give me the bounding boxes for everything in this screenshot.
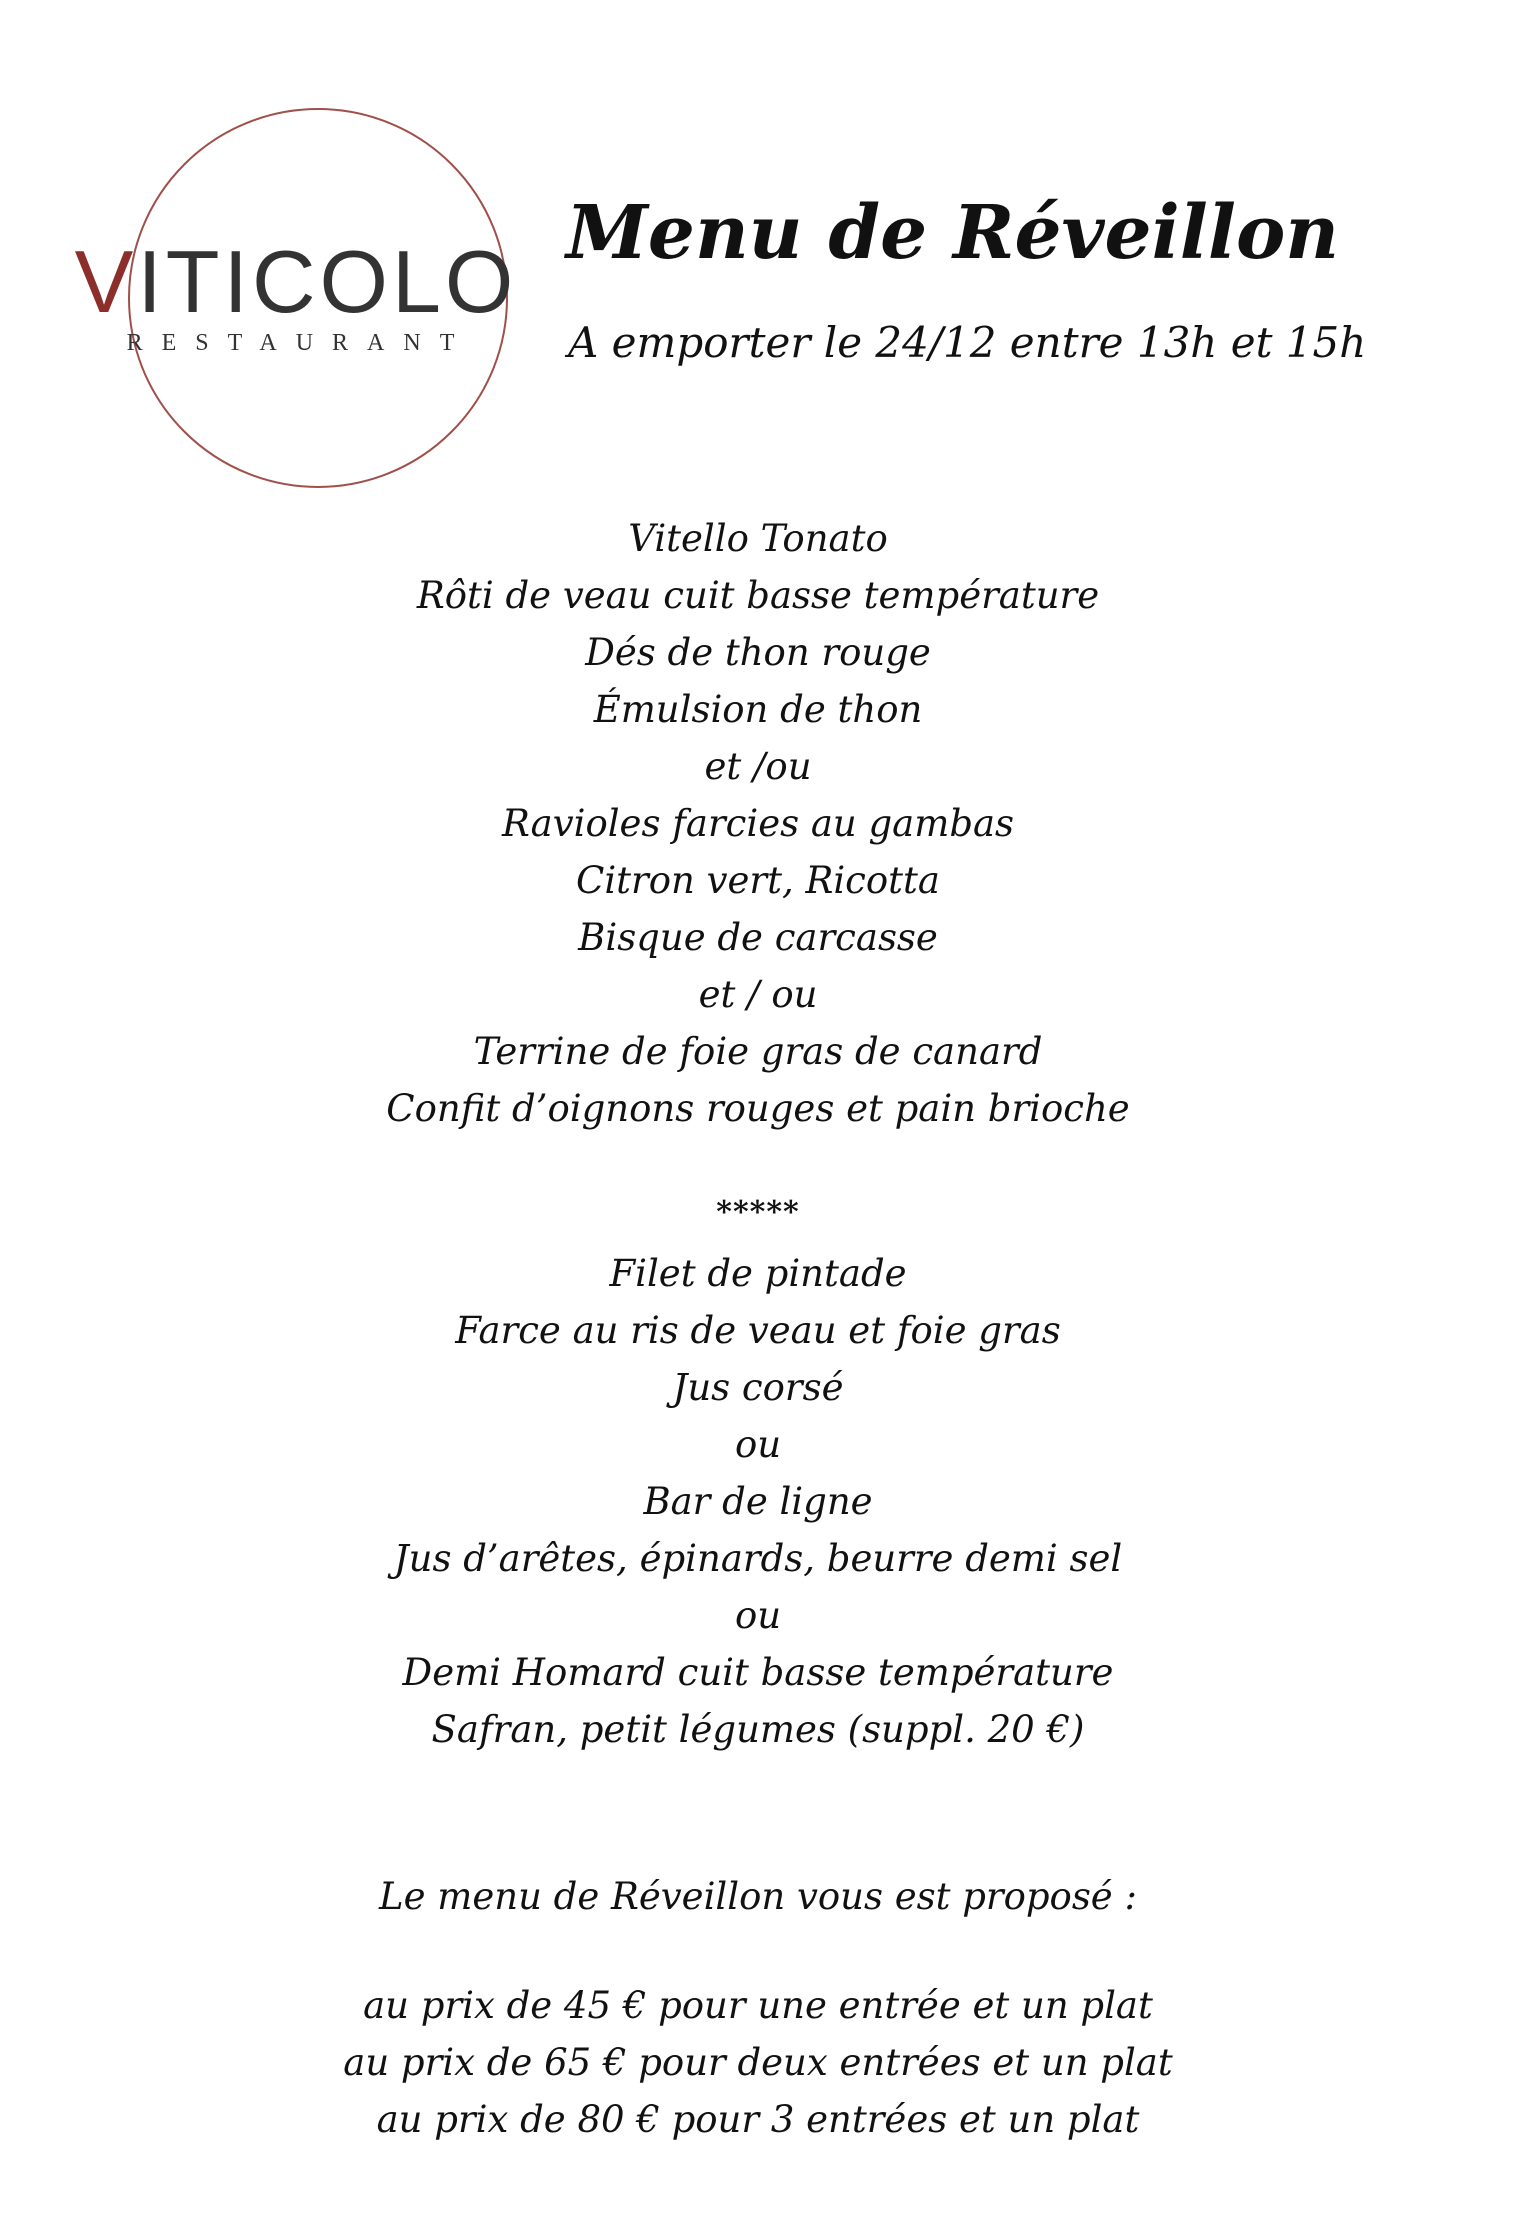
menu-line: Jus corsé bbox=[672, 1366, 844, 1409]
menu-line: Dés de thon rouge bbox=[585, 631, 931, 674]
menu-line: Jus d’arêtes, épinards, beurre demi sel bbox=[393, 1537, 1123, 1580]
pricing-intro: Le menu de Réveillon vous est proposé : bbox=[379, 1875, 1137, 1918]
menu-line: Safran, petit légumes (suppl. 20 €) bbox=[431, 1708, 1085, 1751]
logo-subtitle: RESTAURANT bbox=[126, 330, 474, 356]
page-subtitle: A emporter le 24/12 entre 13h et 15h bbox=[568, 318, 1367, 367]
mains-section bbox=[258, 1245, 1258, 1758]
menu-line: Farce au ris de veau et foie gras bbox=[455, 1309, 1061, 1352]
spacer bbox=[258, 1925, 1258, 1977]
pricing-section bbox=[258, 1868, 1258, 2148]
starters-section bbox=[258, 510, 1258, 1137]
menu-line: Terrine de foie gras de canard bbox=[473, 1030, 1043, 1073]
menu-line: Bisque de carcasse bbox=[578, 916, 938, 959]
restaurant-logo bbox=[56, 108, 536, 496]
menu-line: Demi Homard cuit basse température bbox=[402, 1651, 1114, 1694]
menu-line: ou bbox=[734, 1594, 782, 1637]
menu-line: Confit d’oignons rouges et pain brioche bbox=[386, 1087, 1130, 1130]
price-option: au prix de 80 € pour 3 entrées et un plat bbox=[376, 2098, 1140, 2141]
menu-line: Vitello Tonato bbox=[628, 517, 888, 560]
menu-line: Bar de ligne bbox=[643, 1480, 873, 1523]
menu-line: Émulsion de thon bbox=[593, 688, 923, 731]
menu-line: et / ou bbox=[698, 973, 818, 1016]
price-option: au prix de 65 € pour deux entrées et un plat bbox=[343, 2041, 1173, 2084]
course-separator: ***** bbox=[716, 1195, 800, 1230]
menu-line: Ravioles farcies au gambas bbox=[501, 802, 1015, 845]
menu-line: ou bbox=[734, 1423, 782, 1466]
page-title: Menu de Réveillon bbox=[566, 190, 1340, 276]
menu-line: Rôti de veau cuit basse température bbox=[416, 574, 1100, 617]
menu-line: Filet de pintade bbox=[609, 1252, 907, 1295]
logo-wordmark-initial: V bbox=[74, 232, 138, 331]
logo-wordmark bbox=[56, 232, 536, 331]
price-option: au prix de 45 € pour une entrée et un plat bbox=[363, 1984, 1153, 2027]
logo-wordmark-rest: ITICOLO bbox=[137, 232, 518, 331]
spacer bbox=[258, 1758, 1258, 1868]
menu-line: Citron vert, Ricotta bbox=[576, 859, 940, 902]
menu-line: et /ou bbox=[704, 745, 812, 788]
menu-body bbox=[258, 510, 1258, 2148]
